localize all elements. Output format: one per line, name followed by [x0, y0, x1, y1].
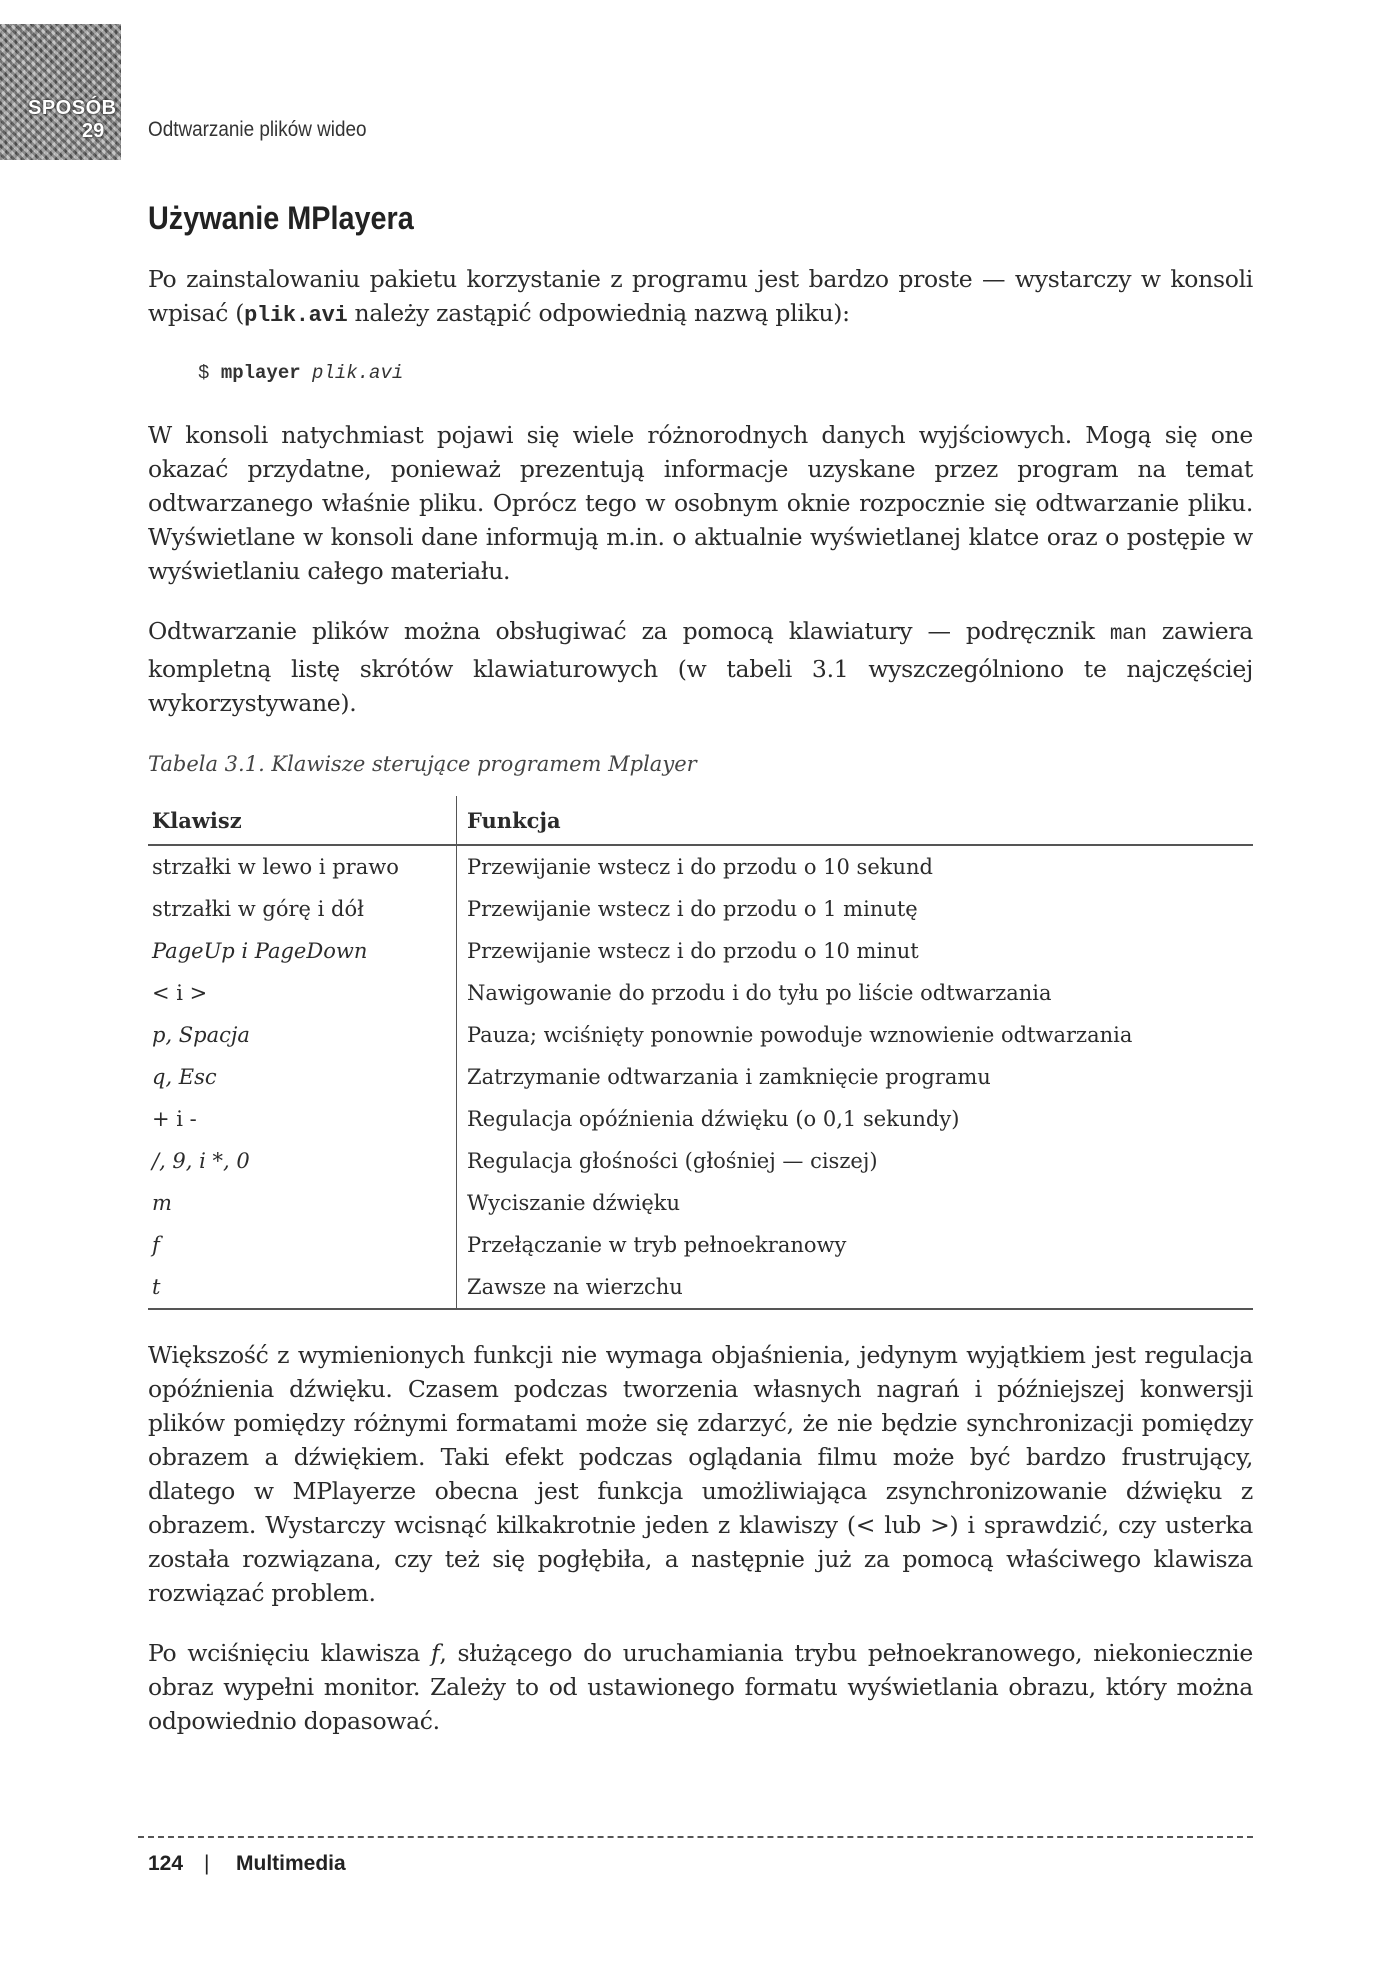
keyboard-text-after: zawiera kompletną listę skrótów klawiaturowych (w tabeli 3.1 wyszczególniono te najczęściej wykorzystywane). [148, 617, 1253, 717]
fullscreen-key: f [430, 1639, 440, 1667]
sync-paragraph: Większość z wymienionych funkcji nie wymaga objaśnienia, jedynym wyjątkiem jest regulacja opóźnienia dźwięku. Czasem podczas tworzenia własnych nagrań i późniejszej konwersji plików pomiędzy różnymi formatami może się zdarzyć, że nie będzie synchronizacji pomiędzy obrazem a dźwiękiem. Taki efekt podczas oglądania filmu może być bardzo frustrujący, dlatego w MPlayerze obecna jest funkcja umożliwiająca zsynchronizowanie dźwięku z obrazem. Wystarczy wcisnąć kilkakrotnie jeden z klawiszy (< lub >) i sprawdzić, czy usterka została rozwiązana, czy też się pogłębiła, a następnie już za pomocą właściwego klawisza rozwiązać problem. [148, 1341, 1253, 1607]
intro-filename-code: plik.avi [244, 303, 348, 328]
header-key: Klawisz [148, 796, 457, 845]
section-heading: Używanie MPlayera [148, 200, 414, 236]
table-row [148, 1056, 1253, 1098]
function-cell: Przewijanie wstecz i do przodu o 10 sekund [457, 845, 1254, 888]
function-cell: Zawsze na wierzchu [457, 1266, 1254, 1309]
key-cell: strzałki w górę i dół [152, 897, 364, 921]
keyboard-text-before: Odtwarzanie plików można obsługiwać za pomocą klawiatury — podręcznik [148, 617, 1110, 645]
key-cell: f [152, 1233, 160, 1257]
fullscreen-text-after: , służącego do uruchamiania trybu pełnoekranowego, niekoniecznie obraz wypełni monitor. Zależy to od ustawionego formatu wyświetlania obrazu, który można odpowiednio dopasować. [148, 1639, 1253, 1735]
key-cell: m [152, 1191, 172, 1215]
badge-label: SPOSÓB [28, 97, 117, 119]
function-cell: Nawigowanie do przodu i do tyłu po liście odtwarzania [457, 972, 1254, 1014]
running-head: Odtwarzanie plików wideo [148, 118, 367, 141]
command-line [198, 362, 403, 384]
book-title: Multimedia [236, 1852, 346, 1875]
header-function: Funkcja [457, 796, 1254, 845]
function-cell: Przewijanie wstecz i do przodu o 10 minut [457, 930, 1254, 972]
command-prompt: $ [198, 362, 221, 384]
table-row [148, 1182, 1253, 1224]
key-cell: /, 9, i *, 0 [152, 1149, 250, 1173]
table-row [148, 972, 1253, 1014]
badge-number: 29 [82, 120, 105, 142]
function-cell: Zatrzymanie odtwarzania i zamknięcie programu [457, 1056, 1254, 1098]
function-cell: Regulacja głośności (głośniej — ciszej) [457, 1140, 1254, 1182]
page-number: 124 [148, 1852, 184, 1875]
man-code: man [1109, 623, 1147, 646]
key-cell: t [148, 1266, 457, 1309]
keys-table [148, 796, 1253, 1310]
fullscreen-text-before: Po wciśnięciu klawisza [148, 1639, 431, 1667]
table-row [148, 1266, 1253, 1309]
function-cell: Wyciszanie dźwięku [457, 1182, 1254, 1224]
keyboard-paragraph [148, 614, 1253, 720]
output-paragraph: W konsoli natychmiast pojawi się wiele różnorodnych danych wyjściowych. Mogą się one okazać przydatne, ponieważ prezentują informacje uzyskane przez program na temat odtwarzanego właśnie pliku. Oprócz tego w osobnym oknie rozpocznie się odtwarzanie pliku. Wyświetlane w konsoli dane informują m.in. o aktualnie wyświetlanej klatce oraz o postępie w wyświetlaniu całego materiału. [148, 421, 1253, 585]
footer-rule [138, 1836, 1253, 1838]
key-cell: strzałki w lewo i prawo [152, 855, 399, 879]
key-cell: PageUp i PageDown [152, 939, 368, 963]
command-argument: plik.avi [312, 362, 404, 384]
fullscreen-paragraph [148, 1636, 1253, 1738]
table-row [148, 1014, 1253, 1056]
function-cell: Pauza; wciśnięty ponownie powoduje wznowienie odtwarzania [457, 1014, 1254, 1056]
table-caption: Tabela 3.1. Klawisze sterujące programem Mplayer [148, 752, 697, 776]
intro-text-before: Po zainstalowaniu pakietu korzystanie z programu jest bardzo proste — wystarczy w konsoli wpisać ( [148, 265, 1253, 327]
table-row [148, 1140, 1253, 1182]
key-cell: p, Spacja [152, 1023, 250, 1047]
function-cell: Regulacja opóźnienia dźwięku (o 0,1 sekundy) [457, 1098, 1254, 1140]
table-header-row [148, 796, 1253, 845]
key-cell: < i > [152, 981, 208, 1005]
key-cell: + i - [152, 1107, 197, 1131]
table-row [148, 1224, 1253, 1266]
command-name: mplayer [220, 362, 301, 384]
key-cell: q, Esc [152, 1065, 217, 1089]
function-cell: Przełączanie w tryb pełnoekranowy [457, 1224, 1254, 1266]
intro-text-after: należy zastąpić odpowiednią nazwą pliku): [347, 299, 850, 327]
chapter-badge [0, 24, 121, 160]
footer-separator: | [204, 1852, 210, 1875]
function-cell: Przewijanie wstecz i do przodu o 1 minutę [457, 888, 1254, 930]
table-row [148, 845, 1253, 888]
table-row [148, 930, 1253, 972]
intro-paragraph [148, 262, 1253, 333]
table-row [148, 888, 1253, 930]
table-row [148, 1098, 1253, 1140]
